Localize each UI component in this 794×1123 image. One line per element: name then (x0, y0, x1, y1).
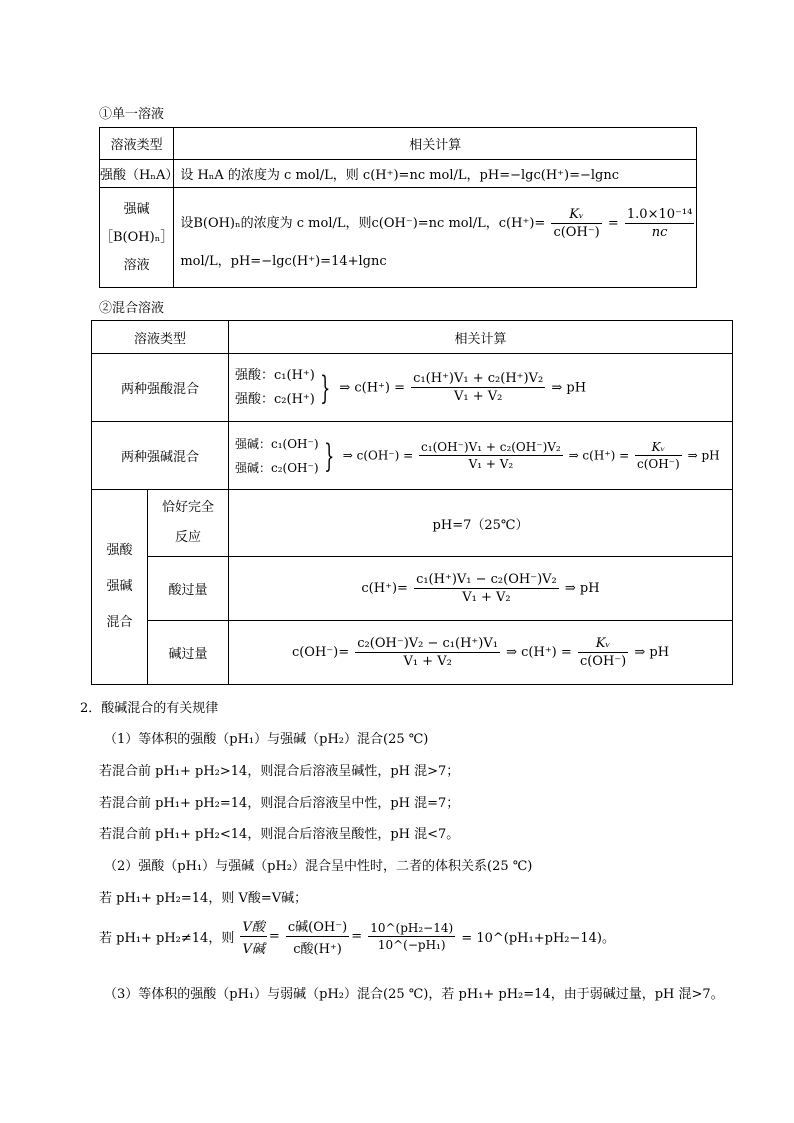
acid2-label: 强酸：c₂(H⁺) (235, 391, 315, 407)
volume-ratio-fraction (240, 916, 266, 957)
rules-title: 2．酸碱混合的有关规律 (80, 701, 219, 716)
acid-excess-calc (229, 557, 733, 621)
two-acids-mid: ⇒ c(H⁺) = (339, 380, 406, 395)
acid-excess-den: V₁ + V₂ (462, 590, 511, 605)
rule-8: （3）等体积的强酸（pH₁）与弱碱（pH₂）混合(25 ℃)，若 pH₁+ pH₂=14，由于弱碱过量，pH 混>7。 (104, 987, 724, 1002)
two-bases-den: V₁ + V₂ (468, 457, 514, 471)
base1-label: 强碱：c₁(OH⁻) (235, 436, 319, 451)
header-calc: 相关计算 (174, 128, 697, 160)
acid1-label: 强酸：c₁(H⁺) (235, 367, 315, 383)
exact-reaction-line2: 反应 (174, 530, 201, 545)
exact-reaction-line1: 恰好完全 (161, 500, 214, 515)
conc-ratio-den: c酸(H⁺) (293, 942, 342, 957)
strong-base-calc-b: mol/L，pH=−lgc(H⁺)=14+lgnc (180, 253, 387, 269)
exact-reaction-calc: pH=7（25℃） (229, 490, 733, 557)
volume-ratio-num: V酸 (240, 916, 266, 937)
power-ratio-num: 10^(pH₂−14) (370, 921, 454, 935)
acid-base-mix-type (92, 490, 148, 685)
mix-type-line2: 强碱 (106, 579, 133, 594)
power-ratio-den: 10^(−pH₁) (377, 938, 446, 952)
two-acids-num: c₁(H⁺)V₁ + c₂(H⁺)V₂ (413, 371, 544, 386)
base-excess-den: V₁ + V₂ (403, 654, 452, 669)
base-excess-end: ⇒ pH (634, 645, 670, 660)
acid-excess-fraction (414, 572, 559, 605)
exact-reaction-type (148, 490, 229, 557)
strong-base-type (100, 188, 174, 288)
rule-7: 若 pH₁+ pH₂≠14，则 $\frac{\text{V酸}}{\text{V碱}}$ = $\frac{\text{c碱(OH⁻)}}{\text{c酸(H⁺)}}$ = $\frac{\text{10\textasciicircum{}(pH₂−14)}}{\text{10\textasciicircum{}(−pH₁)}}$ = 10^(pH₁+pH₂−14)。 (99, 916, 615, 957)
base-excess-kw-den: c(OH⁻) (579, 654, 627, 669)
base-excess-num: c₂(OH⁻)V₂ − c₁(H⁺)V₁ (357, 636, 498, 651)
two-acids-type: 两种强酸混合 (92, 354, 229, 422)
rule-7-end: = 10^(pH₁+pH₂−14)。 (461, 931, 615, 946)
kw-value-den: nc (651, 224, 668, 240)
kw-value-num: 1.0×10⁻¹⁴ (626, 206, 693, 222)
two-bases-end: ⇒ pH (687, 448, 720, 462)
two-bases-kw-fraction (635, 440, 682, 471)
acid-excess-num: c₁(H⁺)V₁ − c₂(OH⁻)V₂ (416, 572, 557, 587)
mix-type-line3: 混合 (106, 615, 133, 630)
brace-icon: } (323, 436, 334, 475)
mix-header-calc: 相关计算 (229, 321, 733, 354)
mix-type-line1: 强酸 (106, 543, 133, 558)
strong-acid-calc: 设 HₙA 的浓度为 c mol/L，则 c(H⁺)=nc mol/L，pH=−lgc(H⁺)=−lgnc (174, 160, 697, 188)
brace-icon: } (319, 368, 331, 407)
base-excess-pre: c(OH⁻)= (291, 645, 350, 660)
mixed-solution-table (91, 320, 733, 685)
two-acids-den: V₁ + V₂ (454, 389, 503, 404)
acid-excess-pre: c(H⁺)= (361, 581, 408, 596)
kw-den: c(OH⁻) (553, 224, 600, 240)
kw-value-fraction (625, 207, 694, 240)
power-ratio-fraction (368, 921, 455, 952)
two-acids-end: ⇒ pH (551, 380, 587, 395)
conc-ratio-fraction (286, 916, 349, 957)
base-excess-type: 碱过量 (148, 621, 229, 685)
rule-4: 若混合前 pH₁+ pH₂<14，则混合后溶液呈酸性，pH 混<7。 (99, 827, 460, 842)
base-excess-kw-fraction (578, 636, 628, 669)
rule-5: （2）强酸（pH₁）与强碱（pH₂）混合呈中性时，二者的体积关系(25 ℃) (104, 859, 533, 874)
acid-excess-end: ⇒ pH (564, 581, 600, 596)
strong-base-calc: 设B(OH)ₙ的浓度为 c mol/L，则c(OH⁻)=nc mol/L，c(H⁺)= $\frac{\text{Kᵥ}}{c(OH^-)}$ = $\frac{\text{1.0×10⁻¹⁴}}{nc}$ mol/L，pH=−lgc(H⁺)=14+lgnc (174, 188, 697, 288)
two-bases-num: c₁(OH⁻)V₁ + c₂(OH⁻)V₂ (421, 440, 561, 454)
base-excess-fraction (355, 636, 500, 669)
section1-title: ①单一溶液 (99, 107, 165, 122)
base-excess-calc (229, 621, 733, 685)
strong-base-type-line1: 强碱［B(OH)ₙ］ (100, 201, 174, 245)
header-type: 溶液类型 (100, 128, 174, 160)
rule-7-pre: 若 pH₁+ pH₂≠14，则 (99, 931, 235, 946)
kw-num: Kᵥ (551, 207, 601, 224)
two-acids-calc (229, 354, 733, 422)
conc-ratio-num: c碱(OH⁻) (286, 916, 349, 937)
two-bases-mid: ⇒ c(OH⁻) = (342, 448, 414, 462)
volume-ratio-den: V碱 (242, 942, 265, 957)
rule-2: 若混合前 pH₁+ pH₂>14，则混合后溶液呈碱性，pH 混>7； (99, 764, 460, 779)
two-bases-kw-num: Kᵥ (635, 440, 682, 456)
single-solution-table (99, 127, 697, 288)
rule-3: 若混合前 pH₁+ pH₂=14，则混合后溶液呈中性，pH 混=7； (99, 796, 460, 811)
rule-1: （1）等体积的强酸（pH₁）与强碱（pH₂）混合(25 ℃) (104, 732, 429, 747)
rule-6: 若 pH₁+ pH₂=14，则 V酸=V碱； (99, 891, 308, 906)
kw-fraction (551, 207, 601, 240)
two-bases-calc (229, 422, 733, 490)
base-excess-mid: ⇒ c(H⁺) = (506, 645, 572, 660)
strong-base-type-line2: 溶液 (123, 257, 150, 273)
section2-title: ②混合溶液 (99, 301, 165, 316)
base-excess-kw-num: Kᵥ (578, 636, 628, 653)
two-acids-fraction (411, 371, 545, 404)
two-bases-kw-den: c(OH⁻) (637, 457, 680, 471)
two-bases-mid2: ⇒ c(H⁺) = (568, 448, 630, 462)
base2-label: 强碱：c₂(OH⁻) (235, 460, 319, 475)
two-bases-type: 两种强碱混合 (92, 422, 229, 490)
mix-header-type: 溶液类型 (92, 321, 229, 354)
strong-acid-type: 强酸（HₙA） (100, 160, 174, 188)
acid-excess-type: 酸过量 (148, 557, 229, 621)
two-bases-fraction (419, 440, 563, 471)
strong-base-calc-a: 设B(OH)ₙ的浓度为 c mol/L，则c(OH⁻)=nc mol/L，c(H⁺)= (180, 215, 546, 231)
